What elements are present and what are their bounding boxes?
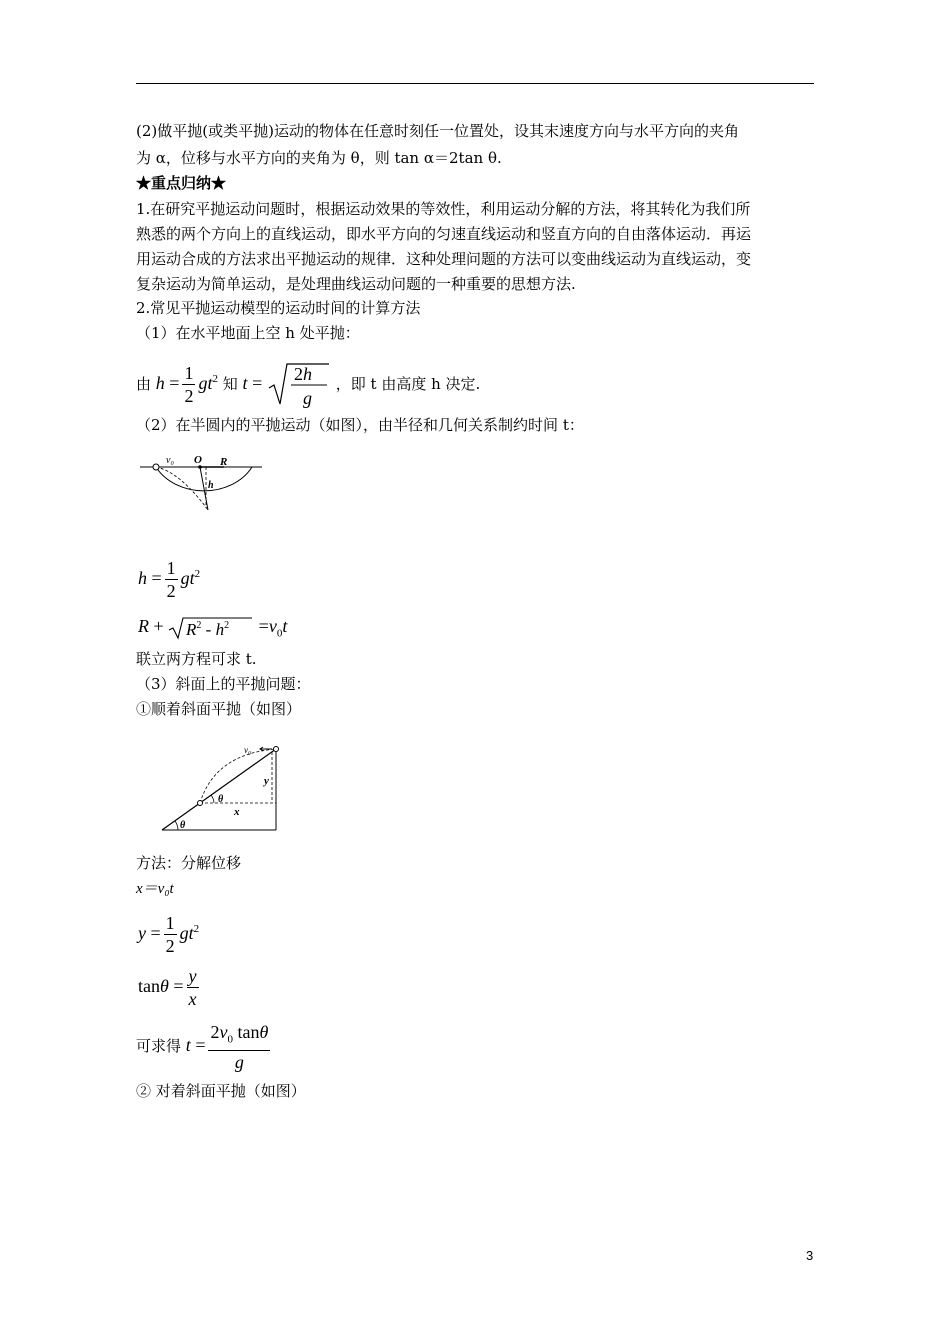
fig1-h-label: h	[208, 480, 214, 491]
section-heading: ★重点归纳★	[136, 174, 227, 192]
fig2-theta-upper: θ	[218, 794, 224, 805]
joint-solve: 联立两方程可求 t.	[136, 650, 257, 668]
fig1-R-label: R	[220, 456, 228, 468]
summary-2: 2.常见平抛运动模型的运动时间的计算方法	[136, 299, 421, 317]
case-3-sub-1: ①顺着斜面平抛（如图）	[136, 700, 302, 718]
case-2-title: （2）在半圆内的平抛运动（如图），由半径和几何关系制约时间 t：	[136, 416, 584, 434]
svg-text:2h: 2h	[294, 364, 312, 384]
svg-text:R2 - h2: $R^2 - h^2$	[186, 619, 230, 639]
equation-y: y = $\frac{1}{2}$ $gt^2$	[138, 913, 200, 957]
para-2-line-2: 为 α，位移与水平方向的夹角为 θ，则 tan α＝2tan θ.	[136, 149, 502, 167]
fig2-theta-lower: θ	[180, 820, 186, 831]
svg-text:g: g	[303, 388, 312, 408]
summary-1-line-3: 用运动合成的方法求出平抛运动的规律．这种处理问题的方法可以变曲线运动为直线运动，变	[136, 250, 752, 268]
equation-tan: tanθ = $\frac{y}{x}$	[138, 966, 197, 1010]
summary-1-line-4: 复杂运动为简单运动，是处理曲线运动问题的一种重要的思想方法.	[136, 275, 576, 293]
fig2-x-label: x	[234, 806, 240, 818]
case-3-sub-2: ② 对着斜面平抛（如图）	[136, 1082, 306, 1100]
para-2-line-1: (2)做平抛(或类平抛)运动的物体在任意时刻任一位置处，设其末速度方向与水平方向的夹角	[136, 122, 739, 140]
summary-1-line-2: 熟悉的两个方向上的直线运动，即水平方向的匀速直线运动和竖直方向的自由落体运动．再运	[136, 225, 752, 243]
fig1-v0-label: v₀	[166, 455, 174, 466]
sqrt-expression	[267, 360, 331, 410]
case-1-title: （1）在水平地面上空 h 处平抛：	[136, 324, 360, 342]
method-line: 方法：分解位移	[136, 854, 242, 872]
case-3-title: （3）斜面上的平抛问题：	[136, 675, 311, 693]
fig2-v0-label: v₀	[244, 745, 252, 755]
fig2-y-label: y	[264, 775, 269, 787]
sqrt-radius	[168, 616, 254, 640]
header-rule	[136, 83, 814, 84]
incline-figure	[160, 742, 282, 832]
equation-x: x＝v₀t	[136, 881, 174, 897]
equation-result: 可求得 t = $\frac{2v_0 \tan\theta}{g}$	[136, 1021, 269, 1073]
equation-height-time: 由 h = $\frac{1}{2}$ $gt^2$ 知 t = 2h g ，即 t 由高度 h 决定.	[136, 354, 480, 404]
equation-h: h = $\frac{1}{2}$ $gt^2$	[138, 558, 201, 602]
semicircle-figure	[140, 450, 265, 515]
page-number: 3	[806, 1248, 814, 1263]
summary-1-line-1: 1.在研究平抛运动问题时，根据运动效果的等效性，利用运动分解的方法，将其转化为我们所	[136, 200, 751, 218]
equation-radius: R + $R^2 - h^2$ $=v_0t$	[138, 616, 288, 640]
fig1-O-label: O	[194, 454, 202, 466]
